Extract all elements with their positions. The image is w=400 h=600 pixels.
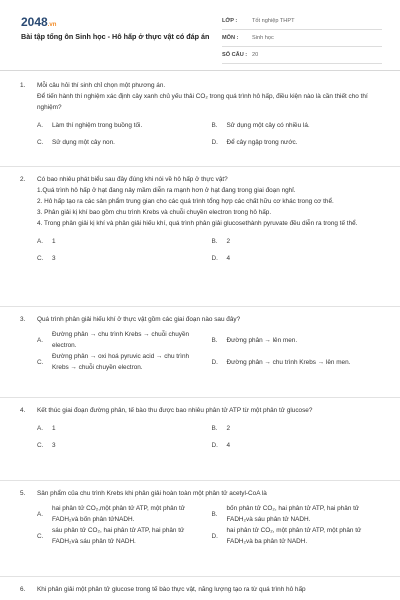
- answer-options: [37, 329, 386, 373]
- option-text: 3: [52, 442, 56, 449]
- answer-option[interactable]: [37, 351, 212, 373]
- option-text: 4: [226, 255, 231, 262]
- question-number: 5.: [20, 490, 26, 497]
- answer-option[interactable]: [37, 117, 212, 134]
- page-header: [0, 0, 400, 64]
- option-letter: B.: [211, 122, 218, 129]
- question-stem-line: 4. Trong phân giải kị khí và phân giải hiếu khí, quá trình phân giải glucosethành pyruvate đều diễn ra trong tế thể.: [37, 220, 358, 227]
- question-stem: [37, 488, 386, 499]
- meta-value: Tốt nghiệp THPT: [252, 18, 295, 24]
- option-letter: A.: [37, 122, 44, 129]
- meta-value: 20: [252, 52, 259, 58]
- answer-option[interactable]: [37, 329, 212, 351]
- question-stem-line: 3. Phân giải kị khí bao gồm chu trình Krebs và chuỗi chuyền electron trong hô hấp.: [37, 209, 272, 216]
- meta-value: Sinh học: [252, 35, 274, 41]
- answer-option[interactable]: [37, 503, 212, 525]
- option-letter: B.: [211, 238, 218, 245]
- answer-option[interactable]: [37, 420, 212, 437]
- option-text: 3: [52, 255, 56, 262]
- question-divider: [0, 306, 400, 307]
- answer-option[interactable]: [37, 134, 212, 151]
- question-block: [20, 314, 386, 373]
- logo-main: 2048: [21, 15, 48, 29]
- question-number: 6.: [20, 586, 26, 593]
- question-block: [20, 584, 386, 595]
- meta-row-class: [222, 13, 382, 30]
- option-letter: C.: [37, 139, 44, 146]
- answer-option[interactable]: [212, 503, 387, 525]
- question-block: [20, 174, 386, 267]
- answer-options: [37, 233, 386, 267]
- answer-option[interactable]: [212, 134, 387, 151]
- meta-key: MÔN :: [222, 35, 239, 41]
- logo-suffix: .vn: [47, 22, 57, 28]
- option-letter: D.: [211, 358, 218, 366]
- option-text: 1: [52, 238, 56, 245]
- document-meta: [222, 13, 382, 64]
- answer-option[interactable]: [212, 351, 387, 373]
- question-stem-line: Mỗi câu hỏi thí sinh chỉ chọn một phương án.: [37, 82, 166, 89]
- question-stem: [37, 405, 386, 416]
- meta-row-count: [222, 47, 382, 64]
- question-stem: [37, 174, 386, 229]
- question-block: [20, 80, 386, 151]
- answer-options: [37, 420, 386, 454]
- answer-option[interactable]: [212, 329, 387, 351]
- option-letter: C.: [37, 442, 44, 449]
- option-letter: B.: [211, 425, 218, 432]
- answer-option[interactable]: [212, 250, 387, 267]
- option-text: Đường phân → chu trình Krebs → lên men.: [226, 358, 351, 366]
- question-number: 4.: [20, 407, 26, 414]
- option-letter: D.: [211, 442, 218, 449]
- question-stem: [37, 584, 386, 595]
- option-letter: C.: [37, 358, 44, 366]
- question-stem-line: Kết thúc giai đoạn đường phân, tế bào thu được bao nhiêu phân tử ATP từ một phân tử glucose?: [37, 407, 313, 414]
- answer-option[interactable]: [212, 437, 387, 454]
- answer-option[interactable]: [37, 525, 212, 547]
- option-letter: D.: [211, 532, 218, 540]
- option-letter: A.: [37, 238, 44, 245]
- question-stem-line: 2. Hô hấp tạo ra các sản phẩm trung gian cho các quá trình tổng hợp các chất hữu cơ khác trong cơ thể.: [37, 198, 334, 205]
- question-number: 3.: [20, 316, 26, 323]
- question-divider: [0, 166, 400, 167]
- answer-option[interactable]: [212, 233, 387, 250]
- option-letter: C.: [37, 532, 44, 540]
- question-divider: [0, 480, 400, 481]
- option-text: Đường phân → lên men.: [226, 336, 298, 344]
- header-divider: [0, 70, 400, 71]
- option-letter: D.: [211, 139, 218, 146]
- option-letter: D.: [211, 255, 218, 262]
- option-text: Sử dụng một cây non.: [52, 139, 115, 146]
- option-text: sáu phân tử CO₂, hai phân tử ATP, hai phân tử FADH₂và sáu phân tử NADH.: [52, 527, 185, 545]
- option-text: 4: [226, 442, 231, 449]
- option-text: hai phân tử CO₂,một phân tử ATP, một phân tử FADH₂và bốn phân tửNADH.: [52, 505, 186, 523]
- option-text: hai phân tử CO₂, một phân tử ATP, một phân tử FADH₂và ba phân tử NADH.: [226, 527, 362, 545]
- answer-option[interactable]: [37, 233, 212, 250]
- question-stem: [37, 80, 386, 113]
- option-text: Đường phân → oxi hoá pyruvic acid → chu trình Krebs → chuỗi chuyền electron.: [52, 353, 190, 371]
- option-text: Làm thí nghiệm trong buồng tối.: [52, 122, 143, 129]
- question-number: 2.: [20, 176, 26, 183]
- option-text: Đường phân → chu trình Krebs → chuỗi chuyền electron.: [52, 331, 190, 349]
- question-stem: [37, 314, 386, 325]
- option-letter: A.: [37, 510, 44, 518]
- answer-option[interactable]: [37, 250, 212, 267]
- answer-option[interactable]: [212, 420, 387, 437]
- question-divider: [0, 397, 400, 398]
- option-letter: B.: [211, 510, 218, 518]
- answer-option[interactable]: [212, 117, 387, 134]
- question-stem-line: Quá trình phân giải hiếu khí ở thực vật gồm các giai đoạn nào sau đây?: [37, 316, 241, 323]
- option-text: Sử dụng một cây có nhiều lá.: [226, 122, 310, 129]
- option-letter: B.: [211, 336, 218, 344]
- option-text: Để cây ngập trong nước.: [226, 139, 298, 146]
- option-text: 1: [52, 425, 56, 432]
- option-letter: A.: [37, 336, 44, 344]
- meta-key: SỐ CÂU :: [222, 52, 248, 58]
- option-letter: A.: [37, 425, 44, 432]
- question-block: [20, 405, 386, 454]
- option-text: bốn phân tử CO₂, hai phân tử ATP, hai phân tử FADH₂và sáu phân tử NADH.: [226, 505, 360, 523]
- option-letter: C.: [37, 255, 44, 262]
- question-stem-line: Khi phân giải một phân tử glucose trong tế bào thực vật, năng lượng tạo ra từ quá trình hô hấp: [37, 586, 306, 593]
- meta-key: LỚP :: [222, 18, 238, 24]
- answer-options: [37, 117, 386, 151]
- question-stem-line: Sản phẩm của chu trình Krebs khi phân giải hoàn toàn một phân tử acetyl-CoA là: [37, 490, 267, 497]
- meta-row-subject: [222, 30, 382, 47]
- question-stem-line: Có bao nhiêu phát biểu sau đây đúng khi nói về hô hấp ở thực vật?: [37, 176, 228, 183]
- question-stem-line: Để tiến hành thí nghiệm xác định cây xanh chủ yếu thải CO₂ trong quá trình hô hấp, điều kiện nào là cần thiết cho thí nghiệm?: [37, 93, 368, 111]
- answer-option[interactable]: [212, 525, 387, 547]
- option-text: 2: [226, 425, 231, 432]
- question-stem-line: 1.Quá trình hô hấp ở hạt đang nảy mầm diễn ra mạnh hơn ở hạt đang trong giai đoạn nghỉ.: [37, 187, 296, 194]
- option-text: 2: [226, 238, 231, 245]
- question-number: 1.: [20, 82, 26, 89]
- answer-option[interactable]: [37, 437, 212, 454]
- question-block: [20, 488, 386, 547]
- answer-options: [37, 503, 386, 547]
- document-title: Bài tập tổng ôn Sinh học - Hô hấp ở thực vật có đáp án: [21, 32, 210, 41]
- question-divider: [0, 576, 400, 577]
- site-logo[interactable]: [21, 15, 56, 29]
